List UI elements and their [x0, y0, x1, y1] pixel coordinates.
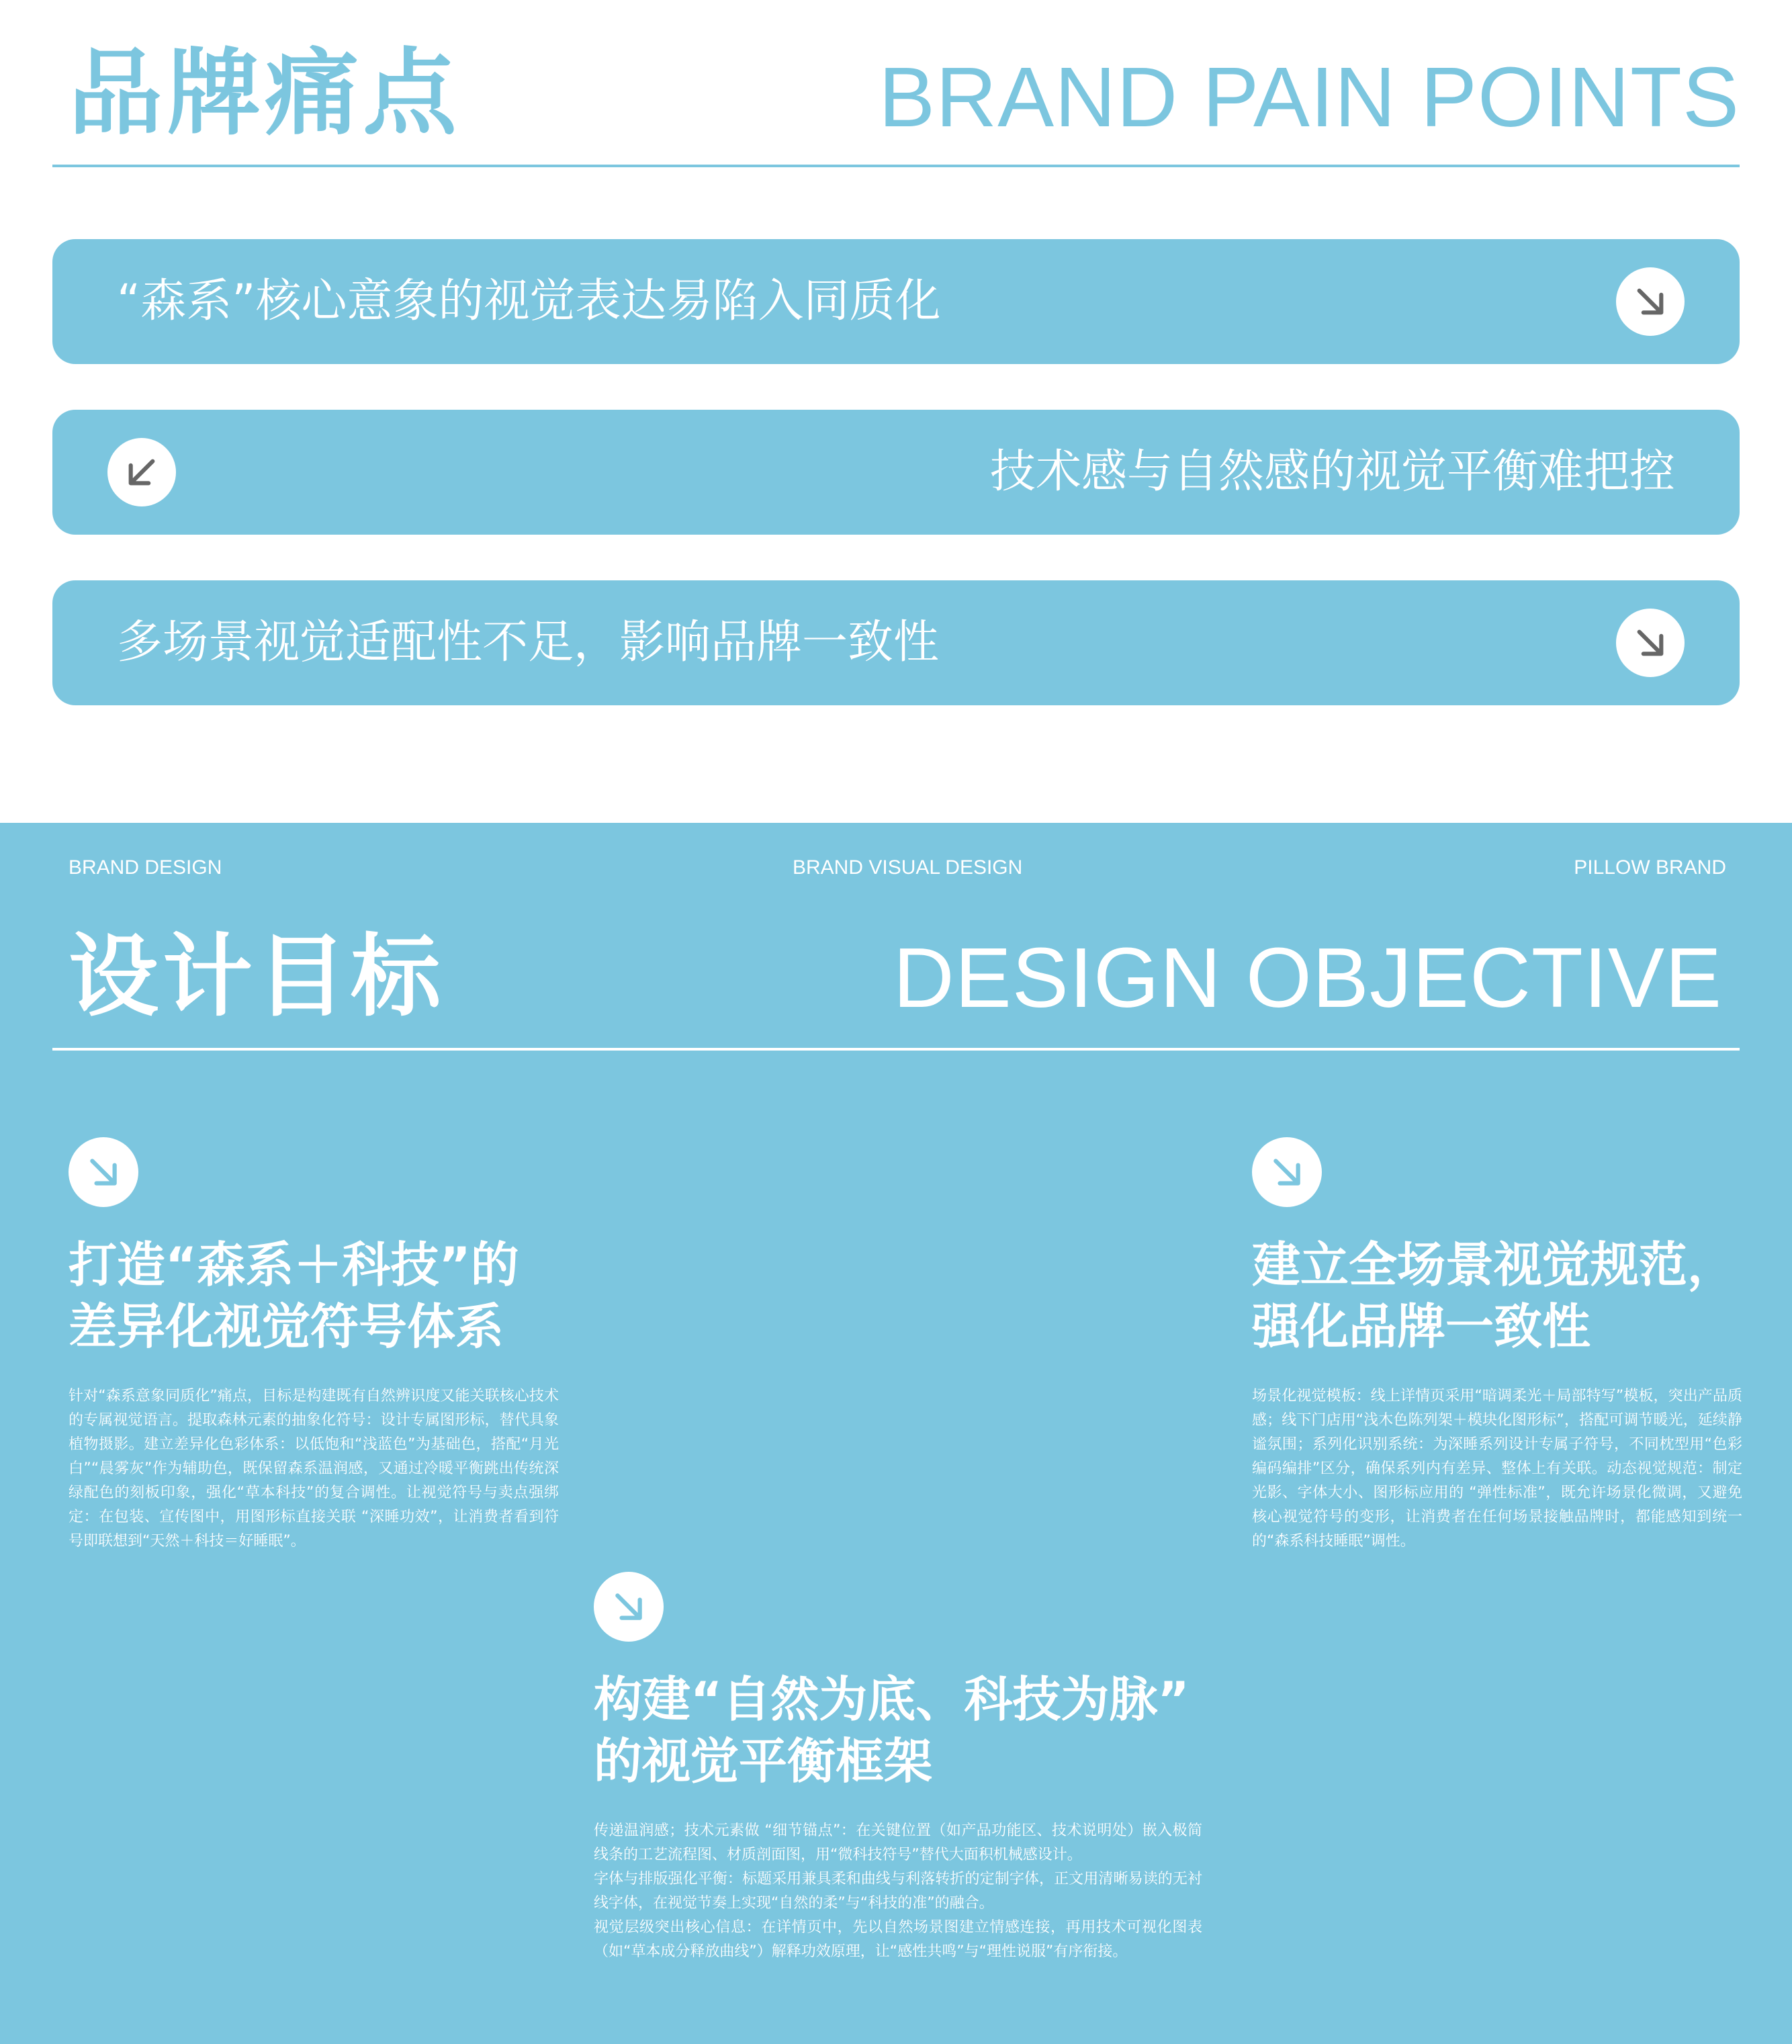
page-title-cn: 品牌痛点 — [69, 39, 461, 148]
design-objective-panel — [0, 823, 1792, 2044]
arrow-down-right-icon — [1252, 1137, 1322, 1207]
pain-point-text: 多场景视觉适配性不足，影响品牌一致性 — [117, 616, 940, 669]
goal-heading: 打造“森系＋科技”的 差异化视觉符号体系 — [69, 1237, 519, 1355]
goal-body: 针对“森系意象同质化”痛点，目标是构建既有自然辨识度又能关联核心技术的专属视觉语言。提取森林元素的抽象化符号：设计专属图形标，替代具象植物摄影。建立差异化色彩体系：以低饱和“浅蓝色”为基础色，搭配“月光白”“晨雾灰”作为辅助色，既保留森系温润感，又通过冷暖平衡跳出传统深绿配色的刻板印象，强化“草本科技”的复合调性。让视觉符号与卖点强绑定：在包装、宣传图中，用图形标直接关联 “深睡功效”，让消费者看到符号即联想到“天然＋科技＝好睡眠”。 — [69, 1388, 559, 1550]
objective-title-en: DESIGN OBJECTIVE — [893, 930, 1722, 1025]
tag-brand-visual-design: BRAND VISUAL DESIGN — [793, 856, 1023, 879]
goal-2 — [594, 1572, 1202, 1964]
goal-heading: 构建“自然为底、科技为脉” 的视觉平衡框架 — [594, 1671, 1190, 1789]
pain-point-card-1 — [52, 239, 1740, 364]
goal-body: 传递温润感；技术元素做 “细节锚点”：在关键位置（如产品功能区、技术说明处）嵌入极简线条的工艺流程图、材质剖面图，用“微科技符号”替代大面积机械感设计。 字体与排版强化平衡：标题采用兼具柔和曲线与利落转折的定制字体，正文用清晰易读的无衬线字体，在视觉节奏上实现“自然的柔”与“科技的准”的融合。 视觉层级突出核心信息：在详情页中，先以自然场景图建立情感连接，再用技术可视化图表（如“草本成分释放曲线”）解释功效原理，让“感性共鸣”与“理性说服”有序衔接。 — [594, 1822, 1202, 1960]
divider — [52, 165, 1740, 167]
arrow-down-right-icon — [1616, 267, 1685, 336]
goal-heading: 建立全场景视觉规范， 强化品牌一致性 — [1252, 1237, 1736, 1355]
goal-1 — [69, 1137, 559, 1554]
tag-brand-design: BRAND DESIGN — [69, 856, 222, 879]
arrow-down-left-icon — [107, 438, 176, 506]
goal-body: 场景化视觉模板：线上详情页采用“暗调柔光＋局部特写”模板，突出产品质感；线下门店用“浅木色陈列架＋模块化图形标”，搭配可调节暖光，延续静谧氛围；系列化识别系统：为深睡系列设计专属子符号，不同枕型用“色彩编码编排”区分，确保系列内有差异、整体上有关联。动态视觉规范：制定光影、字体大小、图形标应用的 “弹性标准”，既允许场景化微调，又避免核心视觉符号的变形，让消费者在任何场景接触品牌时，都能感知到统一的“森系科技睡眠”调性。 — [1252, 1388, 1742, 1550]
pain-point-text: “森系”核心意象的视觉表达易陷入同质化 — [117, 275, 941, 328]
objective-title-cn: 设计目标 — [69, 924, 445, 1029]
tag-pillow-brand: PILLOW BRAND — [1574, 856, 1726, 879]
pain-point-card-3 — [52, 580, 1740, 705]
pain-point-card-2 — [52, 410, 1740, 535]
divider — [52, 1048, 1740, 1051]
arrow-down-right-icon — [1616, 609, 1685, 677]
arrow-down-right-icon — [594, 1572, 664, 1642]
page-title-en: BRAND PAIN POINTS — [879, 50, 1740, 144]
arrow-down-right-icon — [69, 1137, 138, 1207]
goal-3 — [1252, 1137, 1742, 1554]
pain-point-text: 技术感与自然感的视觉平衡难把控 — [989, 445, 1675, 498]
